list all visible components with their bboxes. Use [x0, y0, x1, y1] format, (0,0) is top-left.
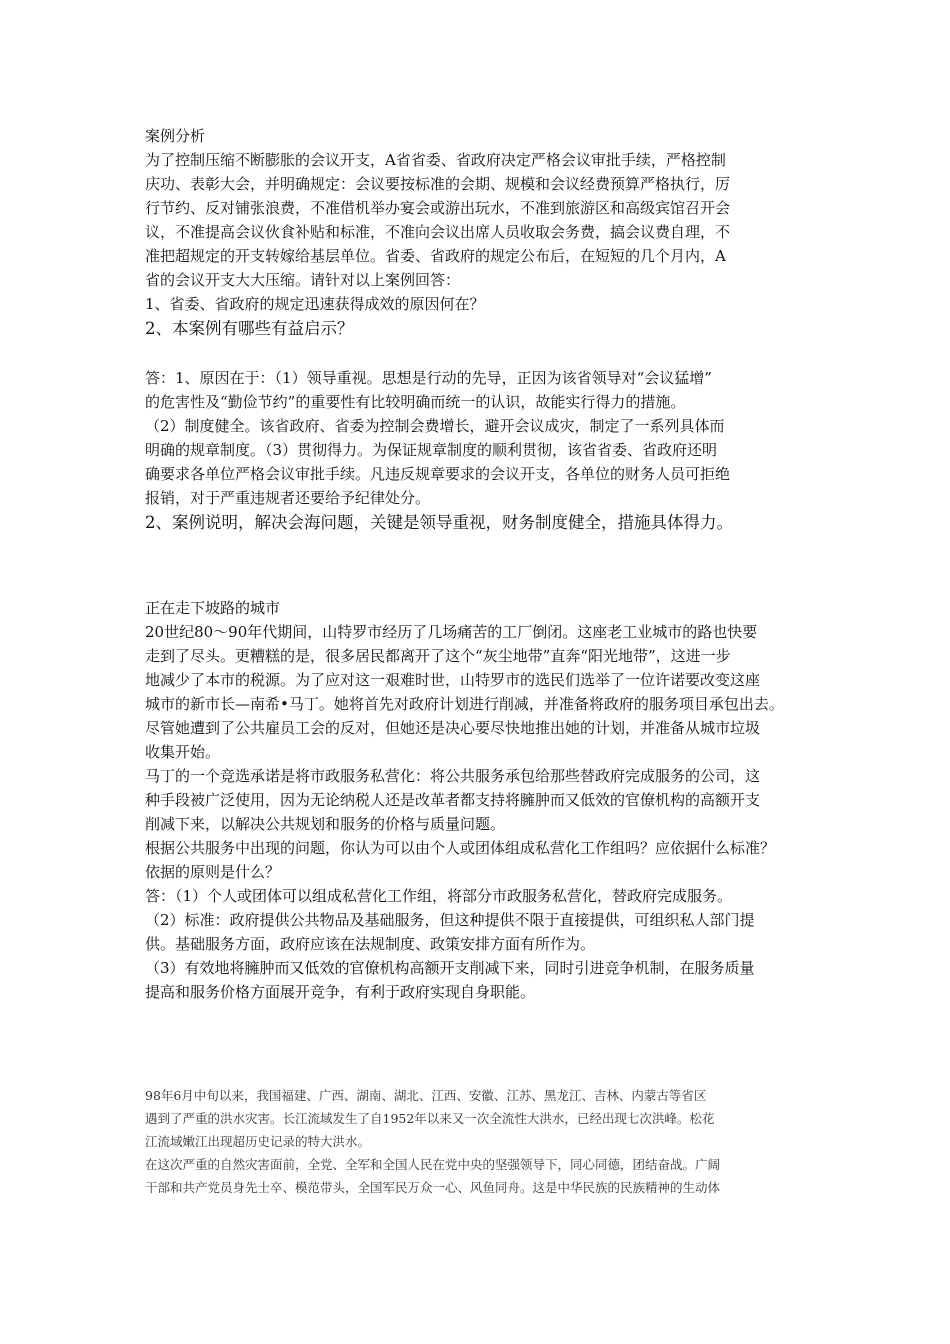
answer-line: 明确的规章制度。（3）贯彻得力。为保证规章制度的顺利贯彻，该省省委、省政府还明	[145, 441, 718, 459]
body-line: 种手段被广泛使用，因为无论纳税人还是改革者都支持将臃肿而又低效的官僚机构的高额开支	[145, 791, 761, 809]
body-line: 庆功、表彰大会，并明确规定：会议要按标准的会期、规模和会议经费预算严格执行，厉	[145, 175, 731, 193]
body-line: 走到了尽头。更糟糕的是，很多居民都离开了这个“灰尘地带”直奔“阳光地带”，这进一步	[145, 647, 731, 665]
body-line: 干部和共产党员身先士卒、模范带头，全国军民万众一心、风鱼同舟。这是中华民族的民族精神的生动体	[145, 1180, 721, 1195]
answer-line: 的危害性及“勤俭节约”的重要性有比较明确而统一的认识，故能实行得力的措施。	[145, 393, 686, 411]
spacer	[145, 342, 825, 366]
body-line: 准把超规定的开支转嫁给基层单位。省委、省政府的规定公布后，在短短的几个月内，A	[145, 247, 726, 265]
body-line: （2）标准：政府提供公共物品及基础服务，但这种提供不限于直接提供，可组织私人部门提	[145, 911, 755, 929]
body-line: 马丁的一个竞选承诺是将市政服务私营化：将公共服务承包给那些替政府完成服务的公司，这	[145, 767, 761, 785]
declining-city-section	[145, 596, 825, 1004]
spacer	[145, 1004, 825, 1084]
answer-line: 答：1、原因在于：（1）领导重视。思想是行动的先导，正因为该省领导对“会议猛增”	[145, 369, 712, 387]
case-analysis-section	[145, 124, 825, 536]
spacer	[145, 536, 825, 596]
body-line: 98年6月中旬以来，我国福建、广西、湖南、湖北、江西、安徽、江苏、黑龙江、吉林、内蒙古等省区	[145, 1088, 707, 1103]
body-line: 20世纪80～90年代期间，山特罗市经历了几场痛苦的工厂倒闭。这座老工业城市的路也快要	[145, 623, 758, 641]
answer-line: 报销，对于严重违规者还要给予纪律处分。	[145, 489, 431, 507]
body-line: 江流域嫩江出现超历史记录的特大洪水。	[145, 1134, 371, 1149]
body-line: 为了控制压缩不断膨胀的会议开支，A省省委、省政府决定严格会议审批手续，严格控制	[145, 151, 726, 169]
case-analysis-title: 案例分析	[145, 127, 206, 145]
body-line: 依据的原则是什么？	[145, 863, 281, 881]
body-line: 供。基础服务方面，政府应该在法规制度、政策安排方面有所作为。	[145, 935, 596, 953]
document-page	[145, 124, 825, 1199]
answer-line: （2）制度健全。该省政府、省委为控制会费增长，避开会议成灾，制定了一系列具体而	[145, 417, 725, 435]
answer-block	[145, 366, 825, 510]
body-line: 提高和服务价格方面展开竞争，有利于政府实现自身职能。	[145, 983, 536, 1001]
question-2: 2、本案例有哪些有益启示？	[145, 319, 354, 338]
answer-line: 确要求各单位严格会议审批手续。凡违反规章要求的会议开支，各单位的财务人员可拒绝	[145, 465, 731, 483]
body-line: 地减少了本市的税源。为了应对这一艰难时世，山特罗市的选民们选举了一位许诺要改变这座	[145, 671, 761, 689]
case-analysis-body	[145, 148, 825, 292]
body-line: 议，不准提高会议伙食补贴和标准，不准向会议出席人员收取会务费，搞会议费自理，不	[145, 223, 731, 241]
question-1: 1、省委、省政府的规定迅速获得成效的原因何在？	[145, 295, 485, 313]
body-line: 城市的新市长—南希•马丁。她将首先对政府计划进行削减，并准备将政府的服务项目承包出去。	[145, 695, 784, 713]
body-line: 答：（1）个人或团体可以组成私营化工作组，将部分市政服务私营化，替政府完成服务。	[145, 887, 733, 905]
body-line: 尽管她遭到了公共雇员工会的反对，但她还是决心要尽快地推出她的计划，并准备从城市垃圾	[145, 719, 761, 737]
declining-city-title: 正在走下坡路的城市	[145, 599, 281, 617]
body-line: 收集开始。	[145, 743, 221, 761]
body-line: 行节约、反对铺张浪费，不准借机举办宴会或游出玩水，不准到旅游区和高级宾馆召开会	[145, 199, 731, 217]
body-line: 遇到了严重的洪水灾害。长江流域发生了自1952年以来又一次全流性大洪水，已经出现七次洪峰。松花	[145, 1111, 715, 1126]
flood-section	[145, 1084, 825, 1199]
declining-city-body	[145, 620, 825, 1004]
body-line: （3）有效地将臃肿而又低效的官僚机构高额开支削减下来，同时引进竞争机制，在服务质量	[145, 959, 755, 977]
body-line: 根据公共服务中出现的问题，你认为可以由个人或团体组成私营化工作组吗？应依据什么标准？	[145, 839, 776, 857]
body-line: 在这次严重的自然灾害面前，全党、全军和全国人民在党中央的坚强领导下，同心同德，团结奋战。广阔	[145, 1157, 721, 1172]
body-line: 削减下来，以解决公共规划和服务的价格与质量问题。	[145, 815, 506, 833]
answer-2: 2、案例说明，解决会海问题，关键是领导重视，财务制度健全，措施具体得力。	[145, 513, 733, 532]
body-line: 省的会议开支大大压缩。请针对以上案例回答：	[145, 271, 461, 289]
